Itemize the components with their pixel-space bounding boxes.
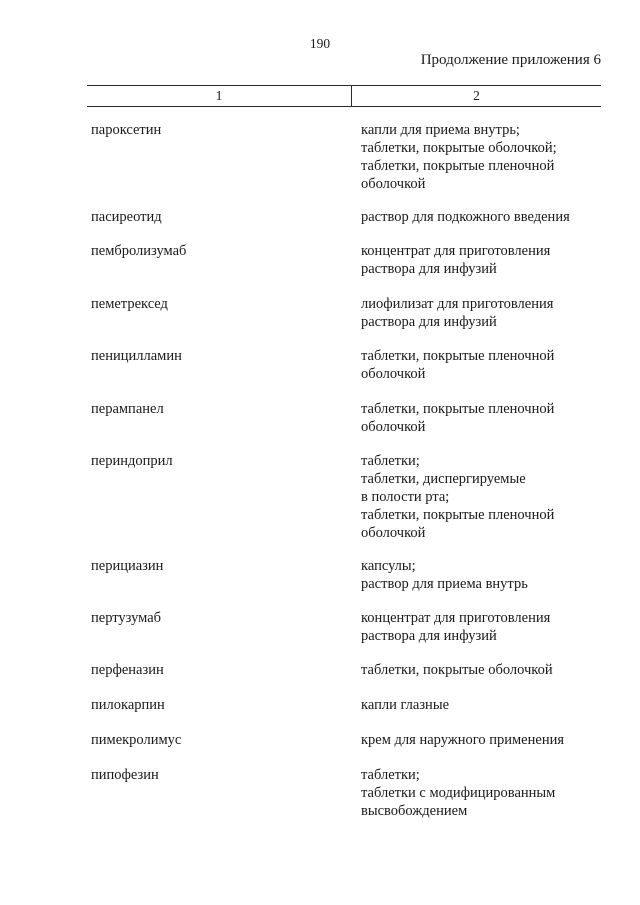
drug-name: перампанел [91,401,164,417]
dosage-form-line: капли глазные [361,697,449,713]
drug-name: пеницилламин [91,348,182,364]
drug-name: пасиреотид [91,209,162,225]
dosage-form-line: таблетки, покрытые пленочной [361,348,555,364]
dosage-form-line: раствора для инфузий [361,314,497,330]
dosage-forms [361,242,601,278]
dosage-forms [361,295,601,331]
dosage-form-line: капсулы; [361,558,416,574]
dosage-form-line: таблетки с модифицированным [361,785,556,801]
dosage-forms [361,557,601,593]
dosage-form-line: в полости рта; [361,489,450,505]
dosage-form-line: таблетки, покрытые пленочной [361,507,555,523]
dosage-form-line: высвобождением [361,803,468,819]
drug-name: пароксетин [91,122,162,138]
dosage-form-line: оболочкой [361,419,426,435]
dosage-form-line: концентрат для приготовления [361,610,551,626]
dosage-forms [361,766,601,820]
drug-name: перфеназин [91,662,164,678]
dosage-form-line: таблетки; [361,453,420,469]
dosage-forms [361,347,601,383]
drug-name: пилокарпин [91,697,165,713]
dosage-form-line: таблетки, покрытые пленочной [361,401,555,417]
drug-name: пимекролимус [91,732,182,748]
drug-name: пертузумаб [91,610,162,626]
dosage-form-line: лиофилизат для приготовления [361,296,554,312]
drug-name: перициазин [91,558,164,574]
dosage-forms [361,452,601,542]
dosage-forms [361,121,601,193]
dosage-form-line: таблетки; [361,767,420,783]
dosage-forms [361,208,601,226]
dosage-forms [361,609,601,645]
dosage-forms [361,731,601,749]
dosage-form-line: крем для наружного применения [361,732,565,748]
page-number: 190 [309,36,331,51]
dosage-form-line: оболочкой [361,176,426,192]
dosage-form-line: капли для приема внутрь; [361,122,520,138]
drug-name: пипофезин [91,767,159,783]
dosage-forms [361,661,601,679]
drug-name: пембролизумаб [91,243,187,259]
dosage-form-line: раствора для инфузий [361,628,497,644]
dosage-form-line: таблетки, диспергируемые [361,471,526,487]
continuation-note: Продолжение приложения 6 [420,52,601,68]
dosage-form-line: таблетки, покрытые оболочкой [361,662,553,678]
table-header-col1: 1 [87,86,352,106]
drug-name: периндоприл [91,453,173,469]
table-header-col2: 2 [473,88,480,103]
drug-name: пеметрексед [91,296,168,312]
dosage-form-line: оболочкой [361,366,426,382]
dosage-form-line: раствора для инфузий [361,261,497,277]
dosage-form-line: оболочкой [361,525,426,541]
dosage-form-line: концентрат для приготовления [361,243,551,259]
dosage-forms [361,400,601,436]
dosage-form-line: таблетки, покрытые пленочной [361,158,555,174]
dosage-form-line: раствор для подкожного введения [361,209,570,225]
dosage-forms [361,696,601,714]
dosage-form-line: таблетки, покрытые оболочкой; [361,140,557,156]
dosage-form-line: раствор для приема внутрь [361,576,528,592]
